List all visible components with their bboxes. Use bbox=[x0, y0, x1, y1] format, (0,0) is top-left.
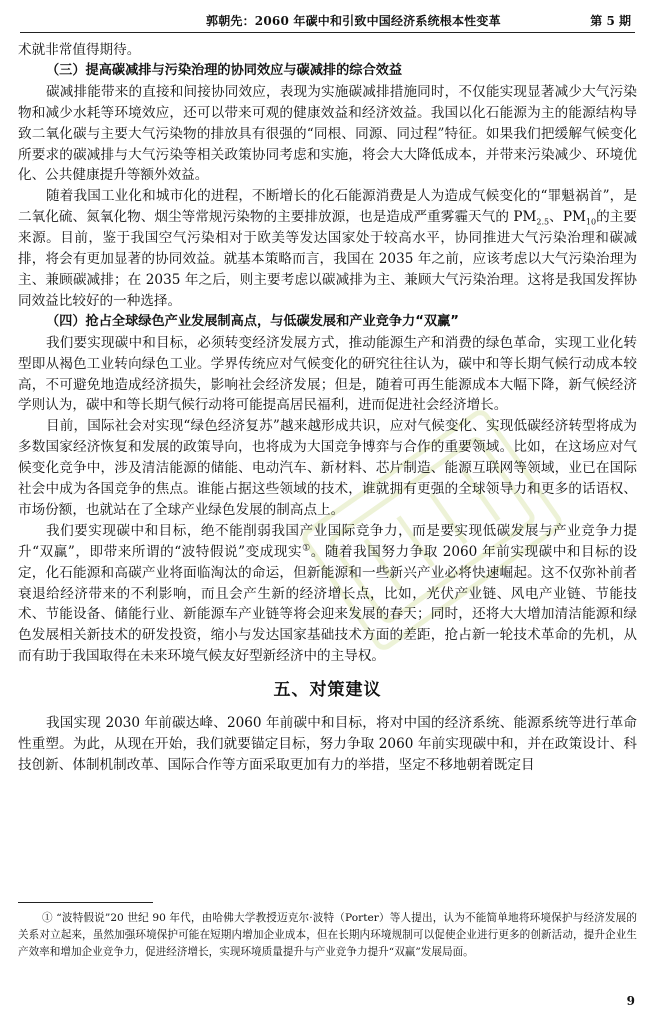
footnote-divider bbox=[18, 902, 153, 903]
paragraph-text: 随着我国工业化和城市化的进程，不断增长的化石能源消费是人为造成气候变化的“罪魁祸首”，是二氧化硫、氮氧化物、烟尘等常规污染物的主要排放源，也是造成严重雾霾天气的 PM bbox=[18, 188, 637, 226]
paragraph-text: 。随着我国努力争取 2060 年前实现碳中和目标的设定，化石能源和高碳产业将面临淘汰的命运，但新能源和一些新兴产业必将快速崛起。这不仅弥补前者衰退给经济带来的不利影响，而且会产生新的经济增长点，比如，光伏产业链、风电产业链、节能技术、节能设备、储能行业、新能源车产业链等将会迎来发展的春天；同时，还将大大增加清洁能源和绿色发展相关新技术的研发投资，缩小与发达国家基础技术方面的差距，抢占新一轮技术革命的先机，从而有助于我国取得在未来环境气候友好型新经济中的主导权。 bbox=[18, 543, 637, 665]
section-heading: 五、对策建议 bbox=[273, 680, 382, 701]
paragraph: 我们要实现碳中和目标，必须转变经济发展方式，推动能源生产和消费的绿色革命，实现工业化转型即从褐色工业转向绿色工业。学界传统应对气候变化的研究往往认为，碳中和等长期气候行动成本较高，不可避免地造成经济损失，影响社会经济发展；但是，随着可再生能源成本大幅下降，新气候经济学则认为，碳中和等长期气候行动将可能提高居民福利，进而促进社会经济增长。 bbox=[18, 334, 637, 414]
subheading-3: （三）提高碳减排与污染治理的协同效应与碳减排的综合效益 bbox=[46, 62, 403, 78]
paragraph-text: 、PM bbox=[549, 209, 586, 226]
paragraph-text: 我们要实现碳中和目标，绝不能削弱我国产业国际竞争力，而是要实现低碳发展与产业竞争力提升“双赢”，即带来所谓的“波特假说”变成现实 bbox=[18, 522, 637, 560]
running-header bbox=[20, 10, 635, 33]
page-number: 9 bbox=[626, 994, 635, 1008]
article-body bbox=[18, 40, 637, 776]
paragraph: 目前，国际社会对实现“绿色经济复苏”越来越形成共识，应对气候变化、实现低碳经济转型将成为多数国家经济恢复和发展的政策导向，也将成为大国竞争博弈与合作的重要领域。比如，在这场应对气候变化竞争中，涉及清洁能源的储能、电动汽车、新材料、芯片制造、能源互联网等领域，业已在国际社会中成为各国竞争的焦点。谁能占据这些领域的技术，谁就拥有更强的全球领导力和更多的话语权、市场份额，也就站在了全球产业绿色发展的制高点上。 bbox=[18, 418, 637, 518]
subheading-4: （四）抢占全球绿色产业发展制高点，与低碳发展和产业竞争力“双赢” bbox=[46, 313, 459, 329]
subscript: 10 bbox=[585, 217, 597, 227]
header-title: 郭朝先：2060 年碳中和引致中国经济系统根本性变革 bbox=[206, 14, 501, 28]
subscript: 2.5 bbox=[536, 217, 550, 227]
paragraph: 碳减排能带来的直接和间接协同效应，表现为实施碳减排措施同时，不仅能实现显著减少大气污染物和减少水耗等环境效应，还可以带来可观的健康效益和经济效益。我国以化石能源为主的能源结构导致二氧化碳与主要大气污染物的排放具有很强的“同根、同源、同过程”特征。如果我们把缓解气候变化所要求的碳减排与大气污染等相关政策协同考虑和实施，将会大大降低成本，并带来污染减少、环境优化、公共健康提升等额外效益。 bbox=[18, 83, 637, 184]
paragraph-text: 的主要来源。目前，鉴于我国空气污染相对于欧美等发达国家处于较高水平，协同推进大气污染治理和碳减排，将会有更加显著的协同效益。就基本策略而言，我国在 2035 年之前，应该考虑以大气污染治理为主、兼顾碳减排；在 2035 年之后，则主要考虑以碳减排为主、兼顾大气污染治理。这将是我国发挥协同效益比较好的一种选择。 bbox=[18, 209, 637, 309]
paragraph-pm bbox=[18, 186, 637, 311]
paragraph-footnoted bbox=[18, 521, 637, 667]
paragraph-continuation: 术就非常值得期待。 bbox=[18, 42, 141, 58]
paragraph: 我国实现 2030 年前碳达峰、2060 年前碳中和目标，将对中国的经济系统、能源系统等进行革命性重塑。为此，从现在开始，我们就要锚定目标，努力争取 2060 年前实现碳中和，并在政策设计、科技创新、体制机制改革、国际合作等方面采取更加有力的举措，坚定不移地朝着既定目 bbox=[18, 715, 637, 773]
header-issue: 第 5 期 bbox=[590, 14, 631, 28]
footnote: ① “波特假说”20 世纪 90 年代，由哈佛大学教授迈克尔·波特（Porter）等人提出，认为不能简单地将环境保护与经济发展的关系对立起来，虽然加强环境保护可能在短期内增加企业成本，但在长期内环境规制可以促使企业进行更多的创新活动，提升企业生产效率和增加企业竞争力，促进经济增长，实现环境质量提升与产业竞争力提升“双赢”发展局面。 bbox=[18, 912, 637, 959]
footnote-reference[interactable]: ① bbox=[302, 543, 311, 554]
